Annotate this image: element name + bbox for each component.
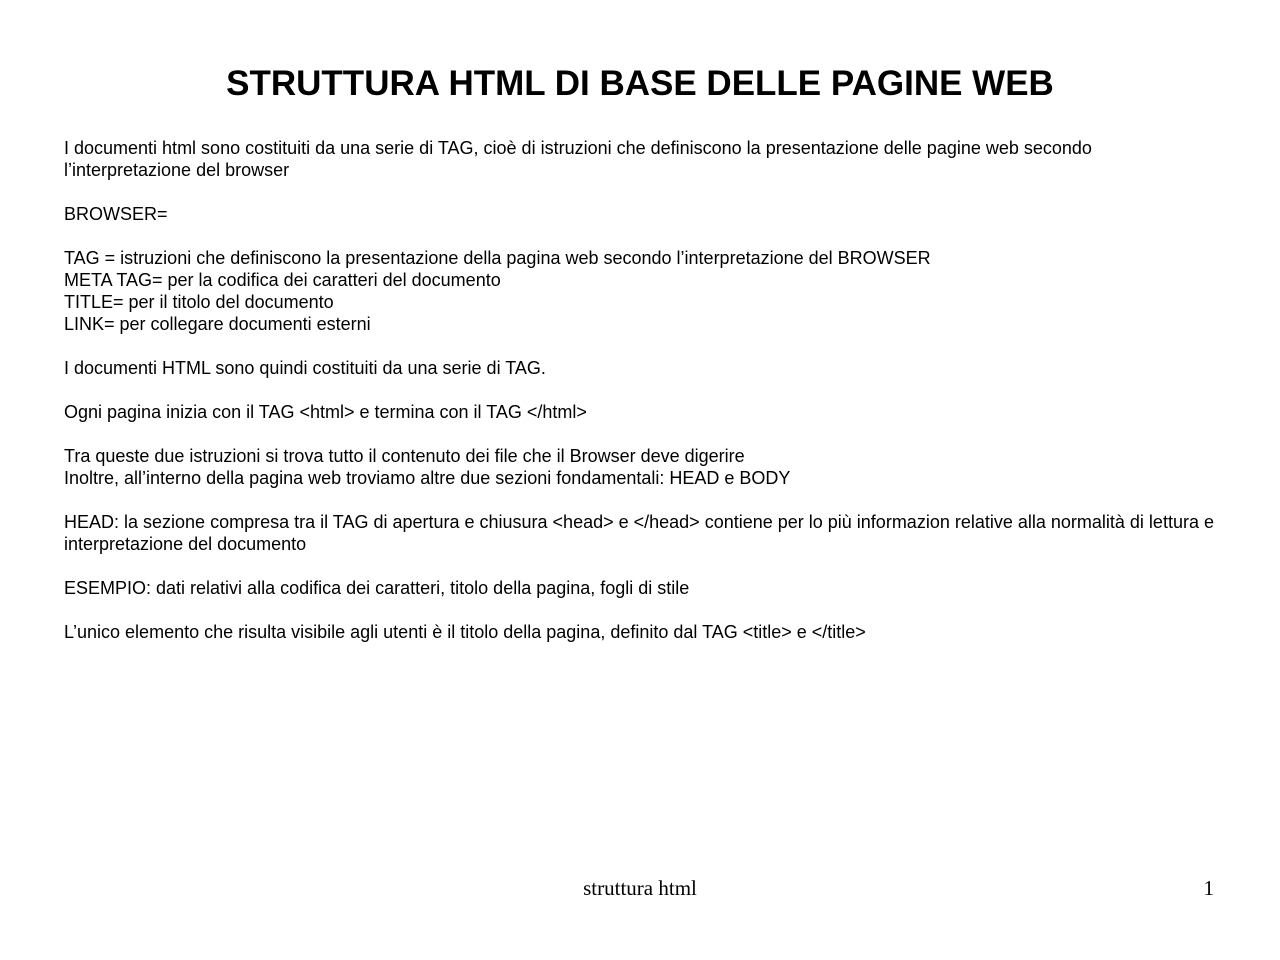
slide-title: STRUTTURA HTML DI BASE DELLE PAGINE WEB <box>226 64 1054 103</box>
paragraph-link: LINK= per collegare documenti esterni <box>64 314 371 334</box>
page-number: 1 <box>1203 876 1214 900</box>
paragraph-visible-title: L’unico elemento che risulta visibile agli utenti è il titolo della pagina, definito dal TAG <title> e </title> <box>64 622 866 642</box>
paragraph-html-tag: Ogni pagina inizia con il TAG <html> e termina con il TAG </html> <box>64 402 587 422</box>
paragraph-intro: I documenti html sono costituiti da una serie di TAG, cioè di istruzioni che definiscono la presentazione delle pagine web secondo l’interpretazione del browser <box>64 138 1092 180</box>
paragraph-content: Tra queste due istruzioni si trova tutto il contenuto dei file che il Browser deve digerire <box>64 446 745 466</box>
paragraph-head: HEAD: la sezione compresa tra il TAG di apertura e chiusura <head> e </head> contiene per lo più informazion relative alla normalità di lettura e interpretazione del documento <box>64 512 1214 554</box>
paragraph-tag-definition: TAG = istruzioni che definiscono la presentazione della pagina web secondo l’interpretazione del BROWSER <box>64 248 931 268</box>
paragraph-meta-tag: META TAG= per la codifica dei caratteri del documento <box>64 270 501 290</box>
slide-body <box>64 137 1214 643</box>
paragraph-example: ESEMPIO: dati relativi alla codifica dei caratteri, titolo della pagina, fogli di stile <box>64 578 690 598</box>
paragraph-title: TITLE= per il titolo del documento <box>64 292 334 312</box>
paragraph-browser: BROWSER= <box>64 204 168 224</box>
paragraph-sections: Inoltre, all’interno della pagina web troviamo altre due sezioni fondamentali: HEAD e BODY <box>64 468 791 488</box>
paragraph-html-documents: I documenti HTML sono quindi costituiti da una serie di TAG. <box>64 358 546 378</box>
footer-label: struttura html <box>583 876 697 900</box>
